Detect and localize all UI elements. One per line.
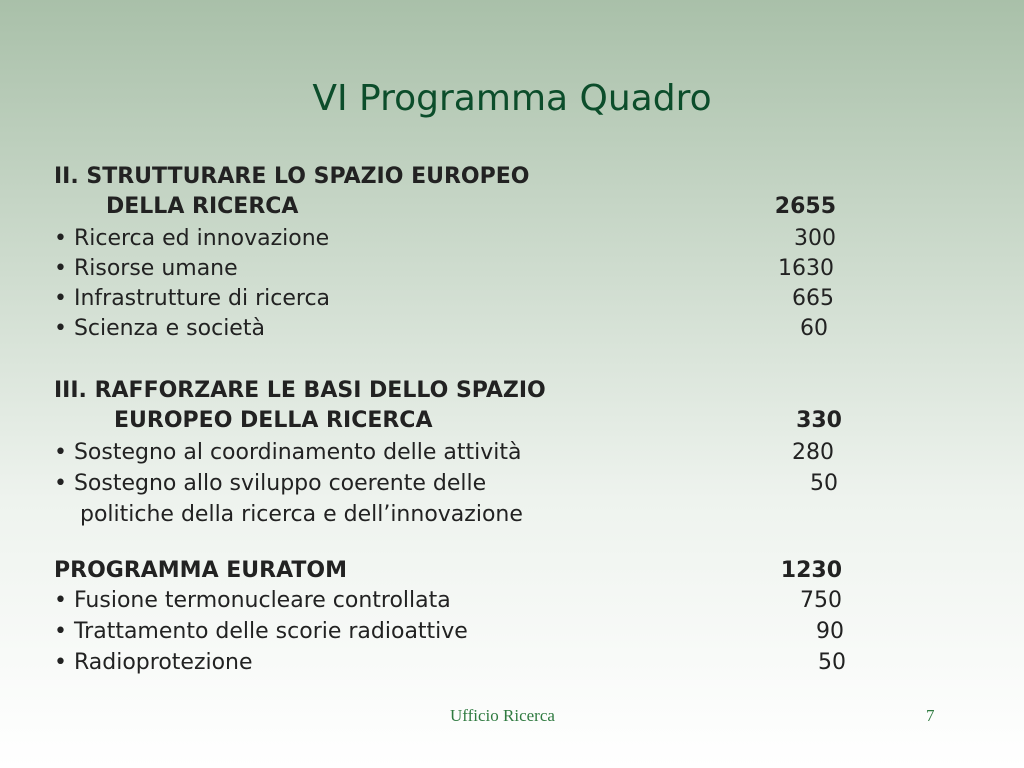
list-item-value: 665 <box>792 286 834 311</box>
section-2-heading-line1 <box>54 162 854 192</box>
list-item-label: • Radioprotezione <box>54 650 253 675</box>
list-item-label: • Sostegno al coordinamento delle attività <box>54 440 522 465</box>
list-item-label: • Fusione termonucleare controllata <box>54 588 451 613</box>
list-item-value: 50 <box>810 471 838 496</box>
slide-title: VI Programma Quadro <box>312 78 712 119</box>
list-item-value: 90 <box>816 619 844 644</box>
list-item-label: • Scienza e società <box>54 316 265 341</box>
list-item-value: 60 <box>800 316 828 341</box>
section-2-heading-text: II. STRUTTURARE LO SPAZIO EUROPEO <box>54 164 530 189</box>
list-item <box>54 469 854 499</box>
section-2-heading-line2 <box>54 192 854 222</box>
list-item-value: 1630 <box>778 256 834 281</box>
list-item-value: 750 <box>800 588 842 613</box>
list-item-label: • Risorse umane <box>54 256 238 281</box>
section-3-heading-text-2: EUROPEO DELLA RICERCA <box>114 408 433 433</box>
list-item <box>54 284 854 314</box>
section-3-heading-line1 <box>54 376 854 406</box>
list-item <box>54 586 854 616</box>
section-2-total: 2655 <box>774 194 836 219</box>
list-item <box>54 254 854 284</box>
list-item <box>54 224 854 254</box>
list-item <box>54 314 854 344</box>
list-item <box>54 648 854 678</box>
section-euratom-total: 1230 <box>780 558 842 583</box>
list-item-label: • Sostegno allo sviluppo coerente delle <box>54 471 487 496</box>
section-euratom-heading-text: PROGRAMMA EURATOM <box>54 558 348 583</box>
list-item-value: 280 <box>792 440 834 465</box>
list-item-value: 300 <box>794 226 836 251</box>
page-number: 7 <box>926 706 935 725</box>
list-item-continuation-text: politiche della ricerca e dell’innovazione <box>80 502 523 527</box>
section-2-heading-text-2: DELLA RICERCA <box>106 194 299 219</box>
list-item-value: 50 <box>818 650 846 675</box>
list-item-continuation <box>54 500 854 530</box>
section-3-heading-text: III. RAFFORZARE LE BASI DELLO SPAZIO <box>54 378 546 403</box>
list-item-label: • Trattamento delle scorie radioattive <box>54 619 468 644</box>
list-item-label: • Infrastrutture di ricerca <box>54 286 331 311</box>
footer-label: Ufficio Ricerca <box>450 706 555 725</box>
section-3-total: 330 <box>796 408 842 433</box>
list-item <box>54 438 854 468</box>
section-euratom-heading <box>54 556 854 586</box>
list-item <box>54 617 854 647</box>
list-item-label: • Ricerca ed innovazione <box>54 226 330 251</box>
section-3-heading-line2 <box>54 406 854 436</box>
